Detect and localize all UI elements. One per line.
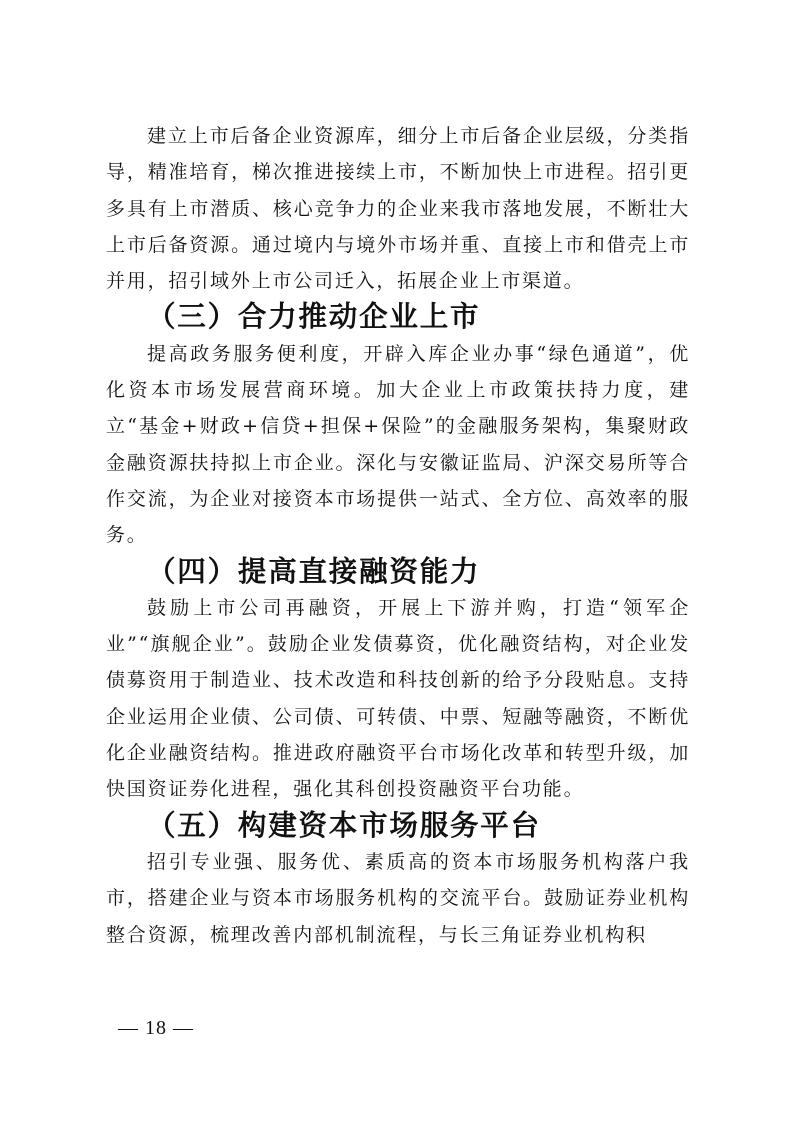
heading-section-5: （五）构建资本市场服务平台: [147, 808, 541, 842]
heading-section-4: （四）提高直接融资能力: [147, 554, 481, 588]
paragraph-service-platform: 招引专业强、服务优、素质高的资本市场服务机构落户我市，搭建企业与资本市场服务机构的交流平台。鼓励证券业机构整合资源，梳理改善内部机制流程，与长三角证券业机构积: [106, 850, 690, 946]
page-number: — 18 —: [118, 1017, 194, 1039]
heading-section-3: （三）合力推动企业上市: [147, 300, 481, 334]
paragraph-direct-financing: 鼓励上市公司再融资，开展上下游并购，打造“领军企业”“旗舰企业”。鼓励企业发债募资，优化融资结构，对企业发债募资用于制造业、技术改造和科技创新的给予分段贴息。支持企业运用企业债、公司债、可转债、中票、短融等融资，不断优化企业融资结构。推进政府融资平台市场化改革和转型升级，加快国资证券化进程，强化其科创投资融资平台功能。: [106, 596, 690, 801]
paragraph-promote-listing: 提高政务服务便利度，开辟入库企业办事“绿色通道”，优化资本市场发展营商环境。加大企业上市政策扶持力度，建立“基金+财政+信贷+担保+保险”的金融服务架构，集聚财政金融资源扶持拟上市企业。深化与安徽证监局、沪深交易所等合作交流，为企业对接资本市场提供一站式、全方位、高效率的服务。: [106, 342, 690, 547]
document-body: [106, 118, 690, 953]
paragraph-reserve-resources: 建立上市后备企业资源库，细分上市后备企业层级，分类指导，精准培育，梯次推进接续上市，不断加快上市进程。招引更多具有上市潜质、核心竞争力的企业来我市落地发展，不断壮大上市后备资源。通过境内与境外市场并重、直接上市和借壳上市并用，招引域外上市公司迁入，拓展企业上市渠道。: [106, 125, 690, 293]
